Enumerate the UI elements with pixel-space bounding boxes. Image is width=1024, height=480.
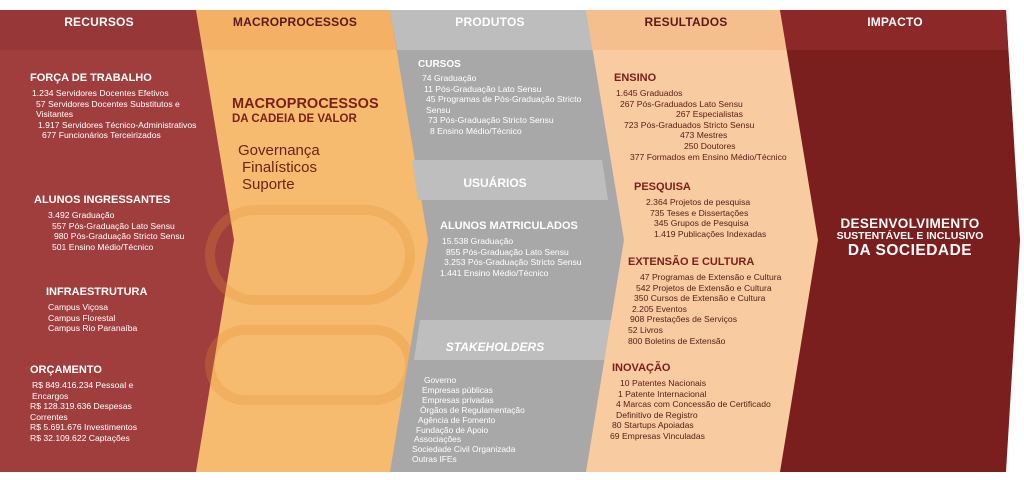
list-item: 57 Servidores Docentes Substitutos e Visitantes [36, 98, 180, 120]
list-item: Sociedade Civil Organizada [412, 444, 516, 455]
impacto-line3: DA SOCIEDADE [847, 242, 973, 259]
list-item: 800 Boletins de Extensão [628, 335, 726, 346]
list-item: 473 Mestres [680, 130, 728, 141]
macroprocessos-title-line1: MACROPROCESSOS [232, 96, 379, 112]
list-item: 250 Doutores [684, 140, 736, 151]
list-item: R$ 128.319.636 Despesas Correntes [30, 401, 132, 422]
macroprocessos-title-line2: DA CADEIA DE VALOR [232, 113, 357, 125]
alunos-matriculados-title: ALUNOS MATRICULADOS [440, 220, 578, 232]
forca-title: FORÇA DE TRABALHO [30, 72, 152, 84]
list-item: 15.538 Graduação [442, 236, 514, 246]
list-item: 345 Grupos de Pesquisa [654, 218, 749, 229]
section-cursos [418, 58, 588, 137]
list-item: 557 Pós-Graduação Lato Sensu [52, 220, 175, 231]
ensino-title: ENSINO [614, 72, 657, 84]
list-item: 3.253 Pós-Graduação Stricto Sensu [444, 257, 582, 268]
alunos-ingressantes-title: ALUNOS INGRESSANTES [34, 194, 171, 206]
list-item: Órgãos de Regulamentação [420, 404, 525, 415]
list-item: 501 Ensino Médio/Técnico [52, 241, 154, 252]
list-item: 47 Programas de Extensão e Cultura [640, 272, 782, 282]
header-impacto: IMPACTO [867, 15, 923, 29]
list-item: Associações [414, 434, 462, 445]
cursos-title: CURSOS [418, 59, 461, 70]
header-resultados: RESULTADOS [644, 15, 728, 29]
list-item: R$ 32.109.622 Captações [30, 432, 130, 443]
inovacao-title: INOVAÇÃO [612, 362, 671, 374]
list-item: Finalísticos [242, 159, 318, 176]
list-item: 8 Ensino Médio/Técnico [430, 125, 522, 136]
list-item: Governo [424, 375, 457, 385]
list-item: 377 Formados em Ensino Médio/Técnico [630, 151, 787, 162]
list-item: 74 Graduação [422, 73, 477, 83]
section-infraestrutura [46, 286, 206, 334]
list-item: 735 Teses e Dissertações [650, 207, 749, 218]
extensao-title: EXTENSÃO E CULTURA [628, 256, 755, 268]
orcamento-title: ORÇAMENTO [30, 364, 102, 376]
list-item: 350 Cursos de Extensão e Cultura [634, 293, 766, 304]
section-forca-de-trabalho [30, 72, 210, 141]
header-recursos: RECURSOS [64, 15, 134, 29]
list-item: R$ 5.691.676 Investimentos [30, 422, 138, 433]
list-item: 73 Pós-Graduação Stricto Sensu [428, 115, 554, 126]
macroprocessos-list [238, 142, 320, 193]
list-item: 1.441 Ensino Médio/Técnico [440, 267, 549, 278]
list-item: 1.645 Graduados [616, 88, 683, 98]
list-item: Campus Viçosa [48, 302, 109, 312]
impacto-line2: SUSTENTÁVEL E INCLUSIVO [836, 230, 984, 242]
list-item: 2.364 Projetos de pesquisa [646, 197, 751, 207]
section-alunos-ingressantes [34, 194, 214, 252]
list-item: Empresas privadas [422, 394, 494, 405]
list-item: 267 Especialistas [676, 109, 743, 120]
list-item: 1 Patente Internacional [618, 388, 707, 399]
list-item: 677 Funcionários Terceirizados [42, 130, 161, 141]
section-inovacao [608, 362, 784, 442]
list-item: 542 Projetos de Extensão e Cultura [636, 282, 772, 293]
section-stakeholders [412, 376, 592, 465]
list-item: R$ 849.416.234 Pessoal e Encargos [32, 380, 134, 401]
list-item: 45 Programas de Pós-Graduação Stricto Sensu [426, 94, 582, 115]
list-item: 1.234 Servidores Docentes Efetivos [32, 88, 169, 98]
pesquisa-title: PESQUISA [634, 181, 691, 193]
impacto-statement [822, 216, 998, 260]
infraestrutura-title: INFRAESTRUTURA [46, 286, 148, 298]
list-item: 52 Livros [628, 324, 663, 335]
list-item: 11 Pós-Graduação Lato Sensu [424, 83, 542, 94]
list-item: Agência de Fomento [418, 414, 496, 425]
section-alunos-matriculados [440, 220, 610, 278]
section-pesquisa [634, 181, 804, 239]
list-item: 69 Empresas Vinculadas [610, 430, 705, 441]
section-orcamento [30, 364, 160, 444]
list-item: Fundação de Apoio [416, 424, 489, 435]
list-item: 908 Prestações de Serviços [630, 314, 738, 325]
list-item: 2.205 Eventos [632, 303, 687, 314]
list-item: 3.492 Graduação [48, 210, 115, 220]
list-item: 855 Pós-Graduação Lato Sensu [446, 246, 569, 257]
list-item: 267 Pós-Graduados Lato Sensu [620, 98, 743, 109]
list-item: Governança [238, 142, 320, 159]
header-produtos: PRODUTOS [455, 15, 525, 29]
section-extensao-e-cultura [628, 256, 804, 346]
section-ensino [614, 72, 814, 162]
list-item: 80 Startups Apoiadas [612, 420, 694, 431]
list-item: Outras IFEs [412, 454, 457, 465]
list-item: 980 Pós-Graduação Stricto Sensu [54, 231, 185, 242]
list-item: Suporte [242, 176, 295, 193]
list-item: 1.917 Servidores Técnico-Administrativos [38, 119, 197, 130]
list-item: Campus Florestal [48, 312, 116, 323]
list-item: 10 Patentes Nacionais [620, 378, 706, 388]
list-item: 4 Marcas com Concessão de Certificado Definitivo de Registro [616, 399, 771, 420]
list-item: Campus Rio Paranaíba [48, 323, 138, 334]
usuarios-title: USUÁRIOS [463, 176, 527, 190]
macroprocessos-title [232, 96, 392, 126]
list-item: Empresas públicas [422, 384, 493, 395]
impacto-line1: DESENVOLVIMENTO [840, 216, 980, 231]
list-item: 1.419 Publicações Indexadas [654, 228, 767, 239]
stakeholders-title: STAKEHOLDERS [445, 340, 545, 354]
header-macroprocessos: MACROPROCESSOS [232, 15, 358, 29]
list-item: 723 Pós-Graduados Stricto Sensu [624, 119, 755, 130]
